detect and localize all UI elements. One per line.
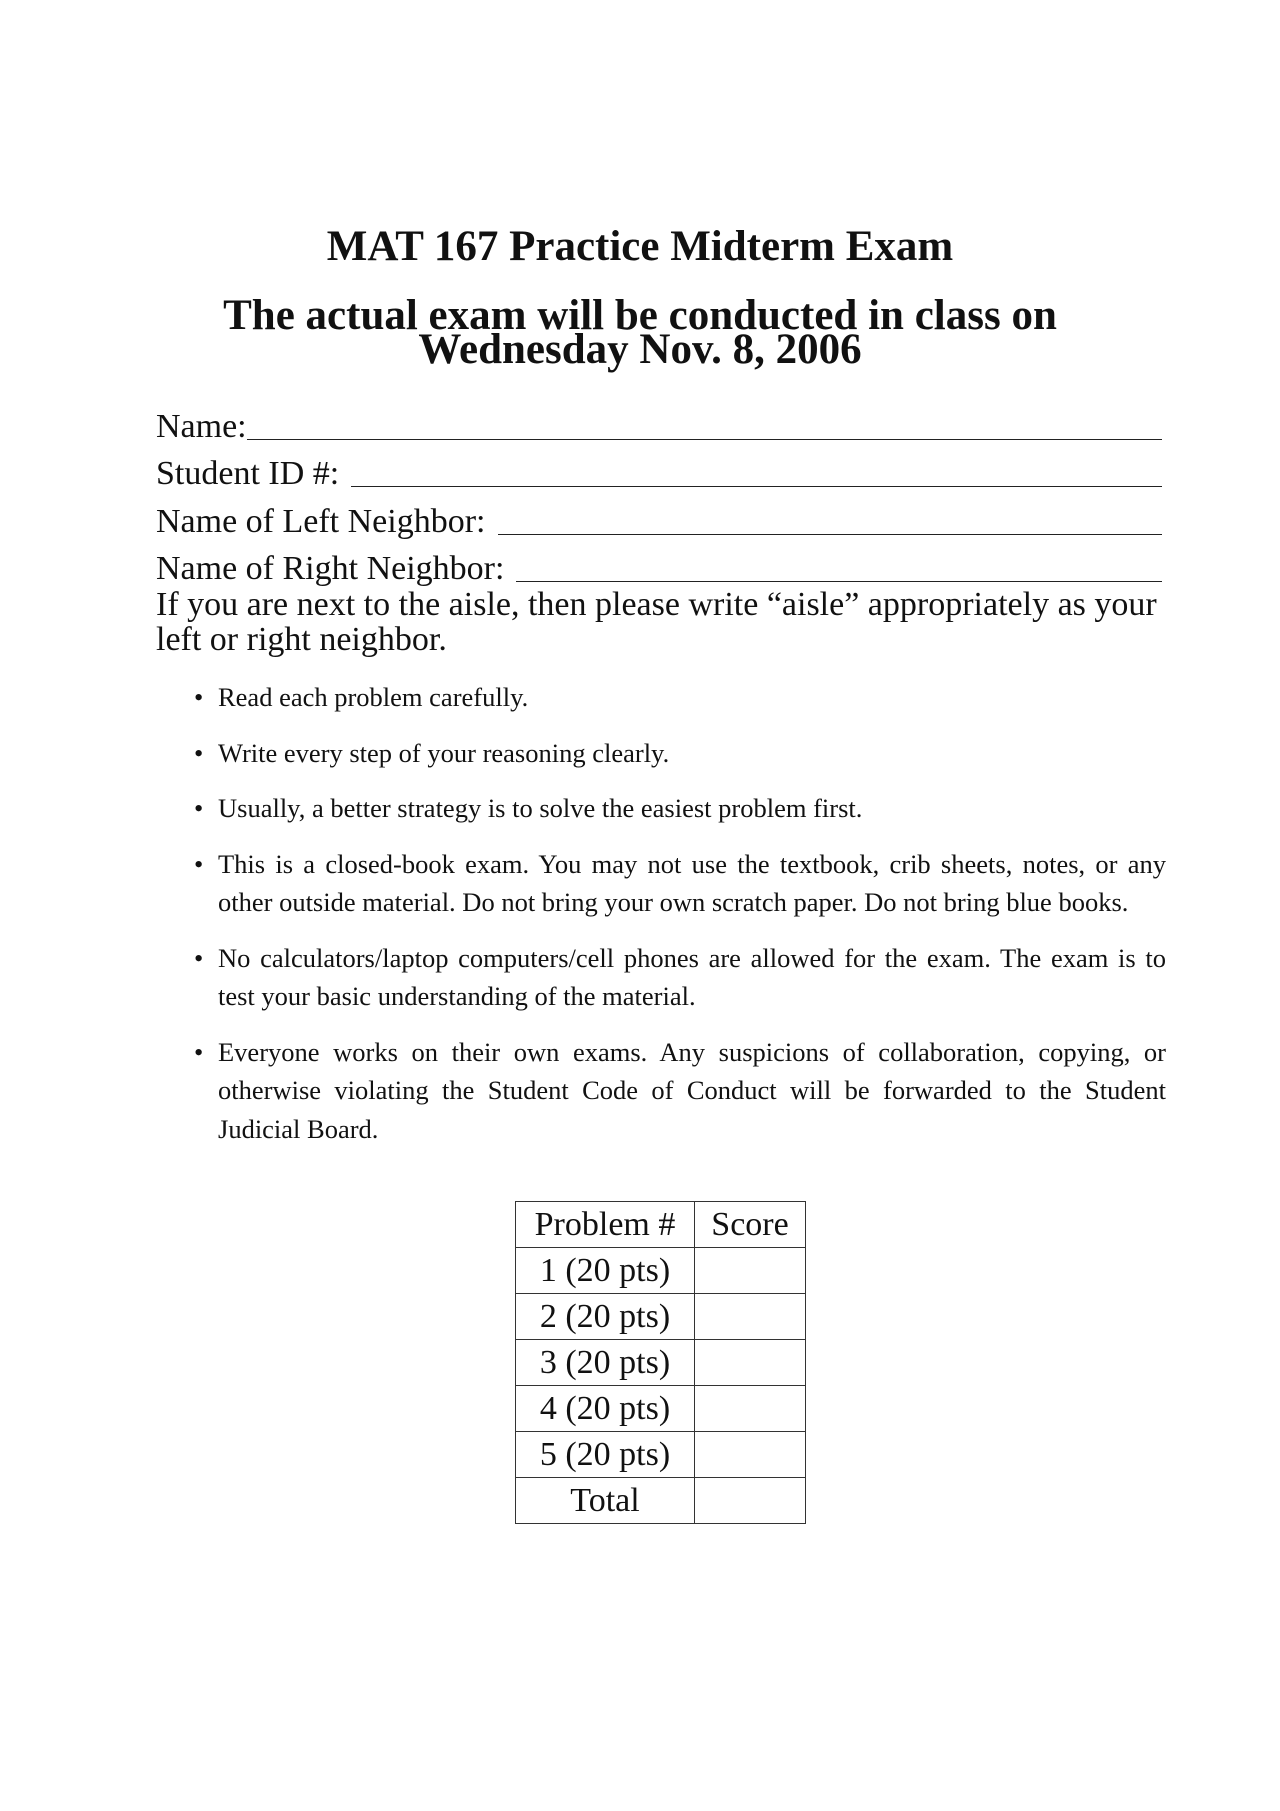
table-row <box>516 1386 806 1432</box>
problem-cell: 2 (20 pts) <box>516 1294 695 1340</box>
rule-text: Read each problem carefully. <box>218 682 529 712</box>
exam-date-notice-line-2: Wednesday Nov. 8, 2006 <box>418 326 862 373</box>
bullet-icon: • <box>194 793 204 823</box>
bullet-icon: • <box>194 1036 204 1067</box>
rule-text: Everyone works on their own exams. Any suspicions of collaboration, copying, or otherwise violating the Student Code of Conduct will be forwarded to the Student Judicial Board. <box>218 1036 1166 1144</box>
rule-text: This is a closed-book exam. You may not use the textbook, crib sheets, notes, or any other outside material. Do not bring your own scratch paper. Do not bring blue books. <box>218 848 1166 917</box>
rule-text: No calculators/laptop computers/cell phones are allowed for the exam. The exam is to test your basic understanding of the material. <box>218 942 1166 1011</box>
right-neighbor-blank-line[interactable] <box>516 581 1162 582</box>
left-neighbor-field[interactable] <box>156 502 1162 542</box>
right-neighbor-field[interactable] <box>156 549 1162 589</box>
rule-item <box>186 845 1166 922</box>
problem-cell: 3 (20 pts) <box>516 1340 695 1386</box>
exam-date-notice-line-1: The actual exam will be conducted in class on <box>223 292 1057 339</box>
table-row <box>516 1294 806 1340</box>
rule-item <box>186 789 1166 828</box>
problem-cell: 4 (20 pts) <box>516 1386 695 1432</box>
left-neighbor-blank-line[interactable] <box>498 534 1163 535</box>
bullet-icon: • <box>194 942 204 973</box>
right-neighbor-label: Name of Right Neighbor: <box>156 550 505 587</box>
score-cell[interactable] <box>695 1340 806 1386</box>
exam-rules-list <box>186 678 1166 1165</box>
score-cell[interactable] <box>695 1248 806 1294</box>
score-cell[interactable] <box>695 1386 806 1432</box>
bullet-icon: • <box>194 737 204 768</box>
student-id-label: Student ID #: <box>156 455 340 492</box>
score-cell[interactable] <box>695 1294 806 1340</box>
table-row-total <box>516 1478 806 1524</box>
score-table-header-row <box>516 1202 806 1248</box>
problem-cell: 5 (20 pts) <box>516 1432 695 1478</box>
table-row <box>516 1432 806 1478</box>
table-row <box>516 1340 806 1386</box>
rule-item <box>186 939 1166 1016</box>
rule-item <box>186 734 1166 773</box>
student-id-field[interactable] <box>156 454 1162 494</box>
rule-item <box>186 678 1166 717</box>
rule-text: Usually, a better strategy is to solve the easiest problem first. <box>218 793 863 823</box>
total-score-cell[interactable] <box>695 1478 806 1524</box>
table-row <box>516 1248 806 1294</box>
score-header: Score <box>695 1202 806 1248</box>
total-label-cell: Total <box>516 1478 695 1524</box>
exam-title: MAT 167 Practice Midterm Exam <box>326 223 954 270</box>
name-field[interactable] <box>156 407 1162 447</box>
rule-item <box>186 1033 1166 1149</box>
score-table <box>515 1201 806 1524</box>
score-cell[interactable] <box>695 1432 806 1478</box>
problem-number-header: Problem # <box>516 1202 695 1248</box>
problem-cell: 1 (20 pts) <box>516 1248 695 1294</box>
exam-date-notice <box>0 292 1280 373</box>
aisle-note: If you are next to the aisle, then please write “aisle” appropriately as your left or right neighbor. <box>156 586 1157 658</box>
name-blank-line[interactable] <box>247 439 1162 440</box>
student-id-blank-line[interactable] <box>351 486 1162 487</box>
left-neighbor-label: Name of Left Neighbor: <box>156 503 486 540</box>
rule-text: Write every step of your reasoning clearly. <box>218 737 670 768</box>
name-label: Name: <box>156 408 247 445</box>
bullet-icon: • <box>194 848 204 879</box>
bullet-icon: • <box>194 682 204 712</box>
